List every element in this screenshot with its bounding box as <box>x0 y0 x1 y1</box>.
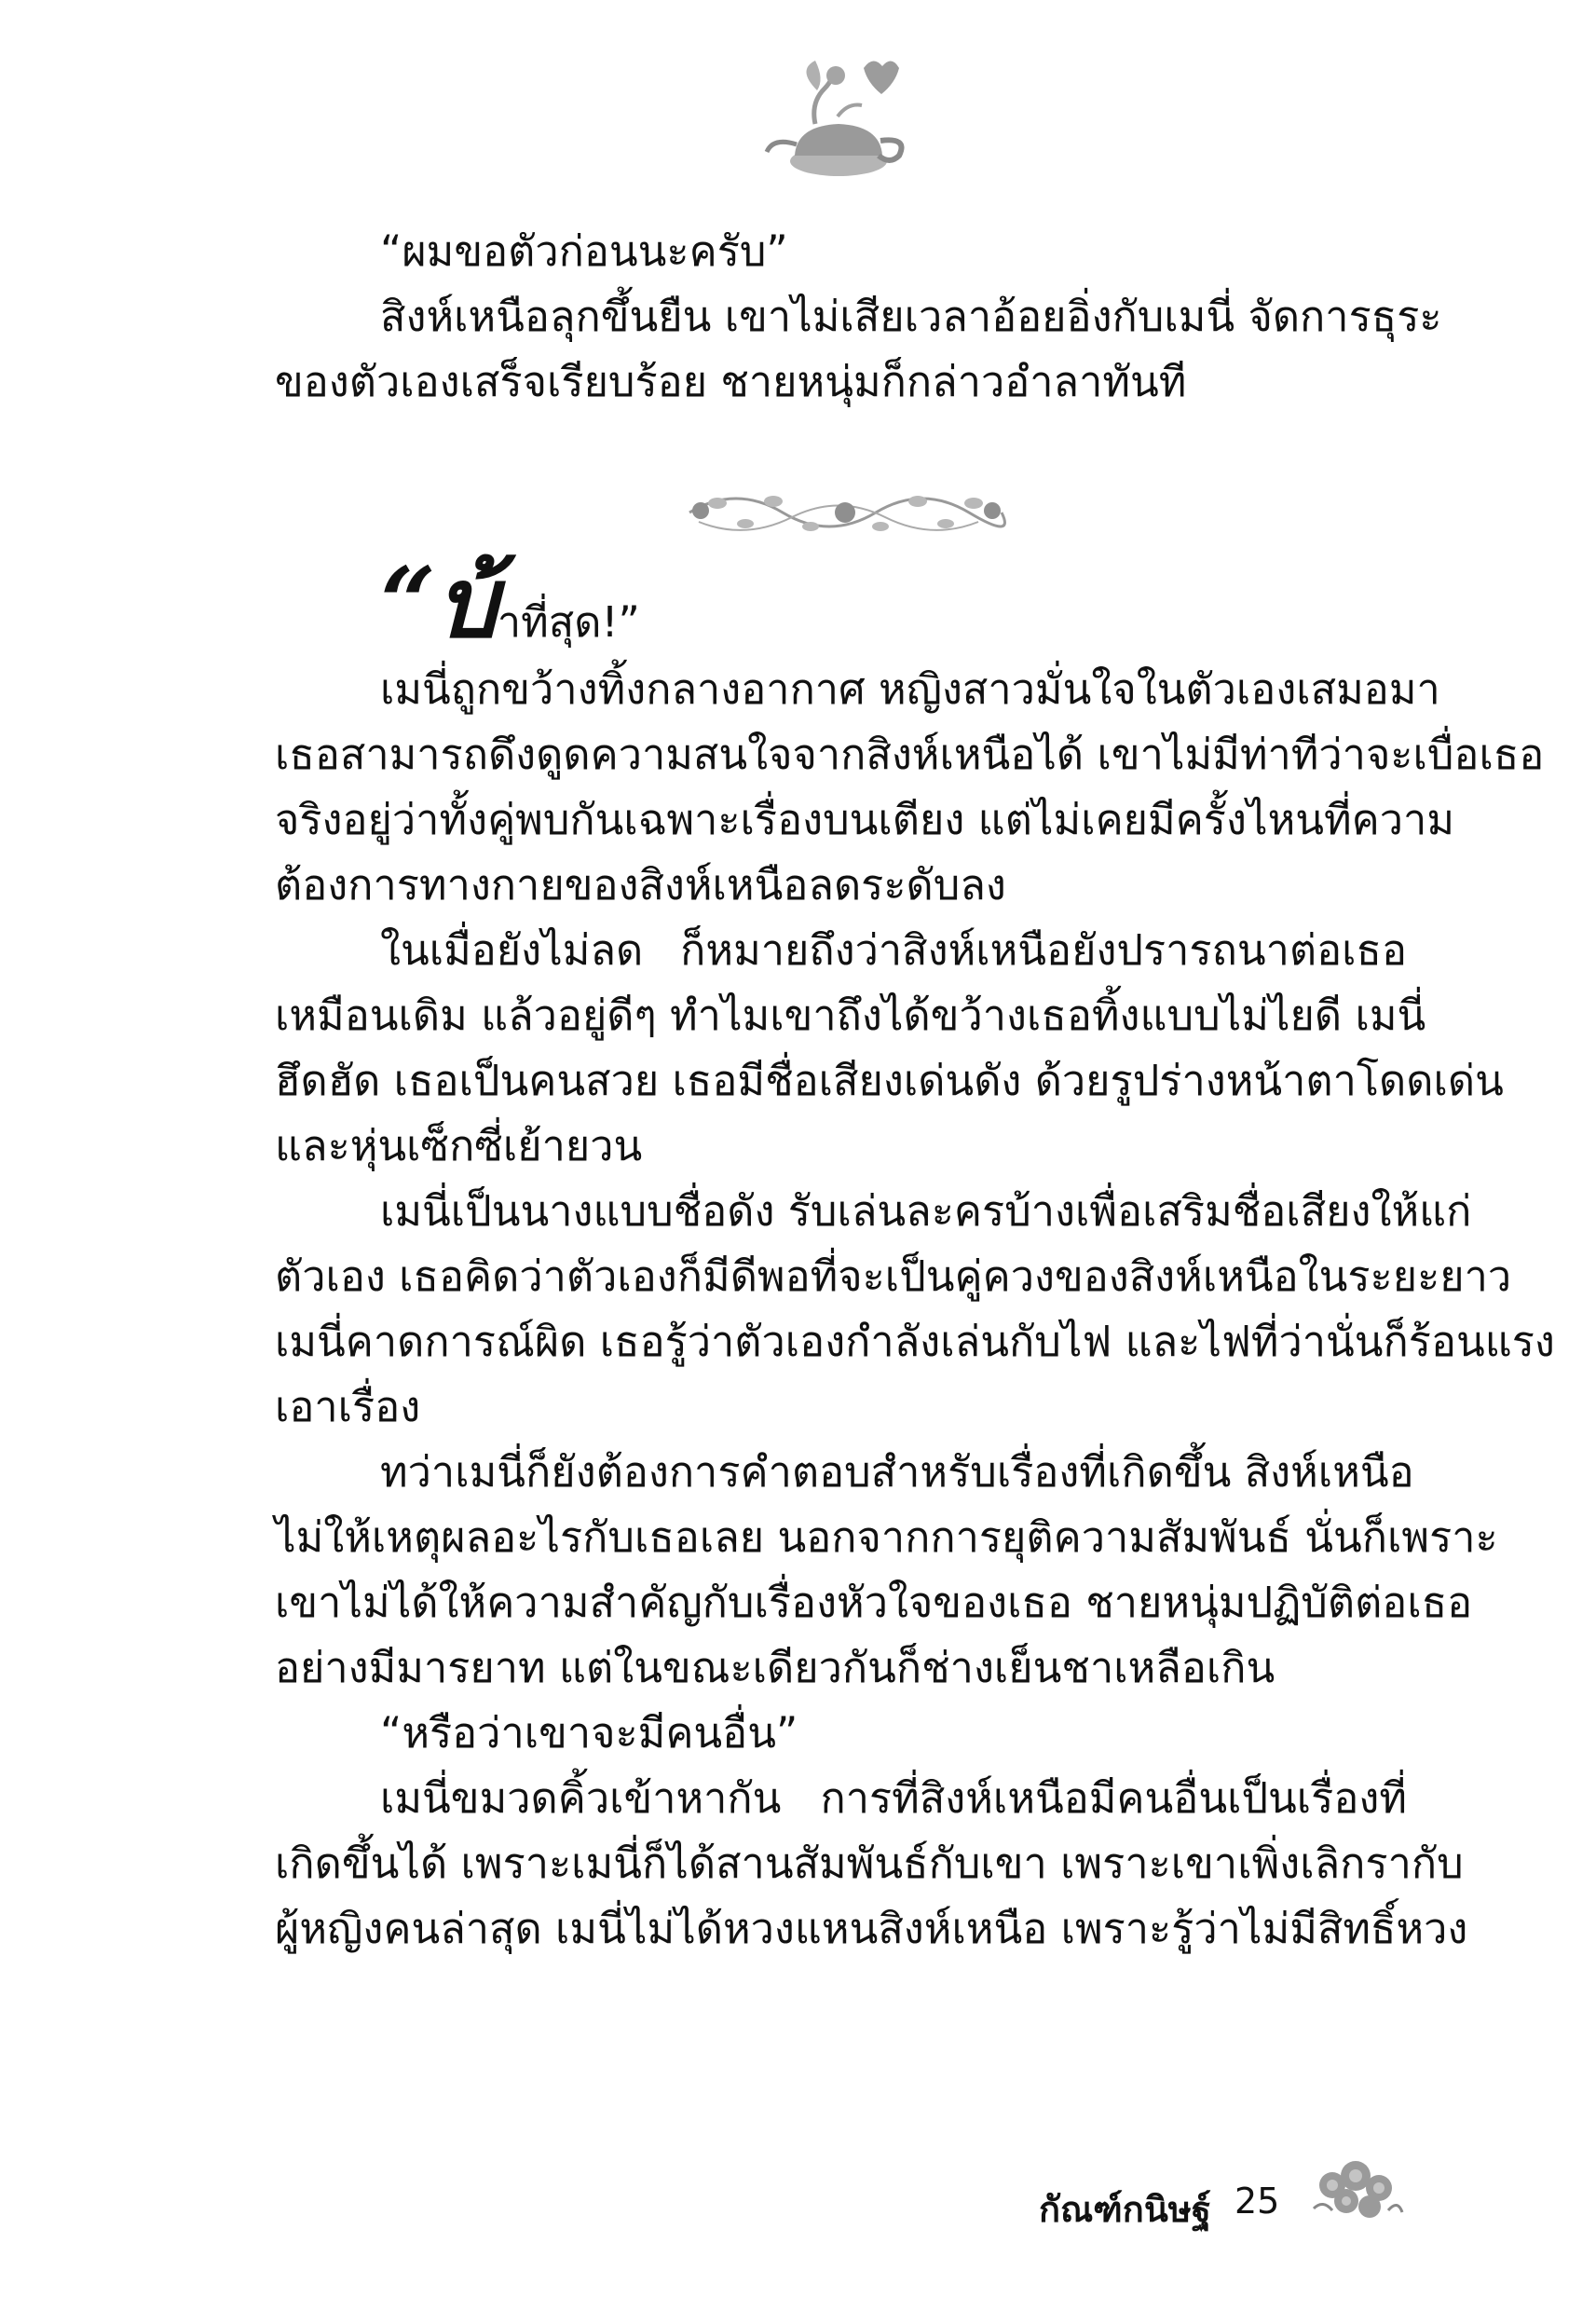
paragraph-line: ในเมื่อยังไม่ลด ก็หมายถึงว่าสิงห์เหนือยังปรารถนาต่อเธอ <box>380 925 1407 975</box>
paragraph-line: ต้องการทางกายของสิงห์เหนือลดระดับลง <box>275 860 1006 909</box>
paragraph-line: ฮึดฮัด เธอเป็นคนสวย เธอมีชื่อเสียงเด่นดัง ด้วยรูปร่างหน้าตาโดดเด่น <box>275 1056 1504 1105</box>
dropcap-rest: าที่สุด!” <box>497 597 640 647</box>
paragraph-line: ของตัวเองเสร็จเรียบร้อย ชายหนุ่มก็กล่าวอำลาทันที <box>275 357 1187 406</box>
dropcap: “บ้ <box>380 545 498 660</box>
book-title: กัณฑ์กนิษฐ์ <box>1039 2189 1211 2230</box>
cupid-teapot-icon <box>759 51 918 191</box>
paragraph-line: เอาเรื่อง <box>275 1382 421 1431</box>
page-number: 25 <box>1235 2181 1280 2222</box>
paragraph-line: เมนี่ถูกขว้างทิ้งกลางอากาศ หญิงสาวมั่นใจในตัวเองเสมอมา <box>380 664 1440 714</box>
paragraph-line: เธอสามารถดึงดูดความสนใจจากสิงห์เหนือได้ เขาไม่มีท่าทีว่าจะเบื่อเธอ <box>275 730 1545 779</box>
paragraph-line: เมนี่ขมวดคิ้วเข้าหากัน การที่สิงห์เหนือมีคนอื่นเป็นเรื่องที่ <box>380 1773 1407 1823</box>
chapter-opening <box>380 545 640 660</box>
paragraph-line: ทว่าเมนี่ก็ยังต้องการคำตอบสำหรับเรื่องที่เกิดขึ้น สิงห์เหนือ <box>380 1447 1414 1497</box>
paragraph-line: ไม่ให้เหตุผลอะไรกับเธอเลย นอกจากการยุติความสัมพันธ์ นั่นก็เพราะ <box>275 1512 1498 1562</box>
paragraph-line: ตัวเอง เธอคิดว่าตัวเองก็มีดีพอที่จะเป็นคู่ควงของสิงห์เหนือในระยะยาว <box>275 1251 1512 1301</box>
paragraph-line: เมนี่เป็นนางแบบชื่อดัง รับเล่นละครบ้างเพื่อเสริมชื่อเสียงให้แก่ <box>380 1186 1472 1236</box>
paragraph-line: ผู้หญิงคนล่าสุด เมนี่ไม่ได้หวงแหนสิงห์เหนือ เพราะรู้ว่าไม่มีสิทธิ์หวง <box>275 1904 1468 1953</box>
floral-divider-icon <box>680 475 1011 550</box>
paragraph-line: เมนี่คาดการณ์ผิด เธอรู้ว่าตัวเองกำลังเล่นกับไฟ และไฟที่ว่านั่นก็ร้อนแรง <box>275 1317 1555 1366</box>
flower-bouquet-icon <box>1304 2153 1407 2227</box>
dialogue-line: “หรือว่าเขาจะมีคนอื่น” <box>380 1708 798 1757</box>
dialogue-line: “ผมขอตัวก่อนนะครับ” <box>380 226 788 276</box>
paragraph-line: และหุ่นเซ็กซี่เย้ายวน <box>275 1121 643 1170</box>
paragraph-line: จริงอยู่ว่าทั้งคู่พบกันเฉพาะเรื่องบนเตียง แต่ไม่เคยมีครั้งไหนที่ความ <box>275 795 1454 844</box>
paragraph-line: อย่างมีมารยาท แต่ในขณะเดียวกันก็ช่างเย็นชาเหลือเกิน <box>275 1643 1275 1692</box>
paragraph-line: เหมือนเดิม แล้วอยู่ดีๆ ทำไมเขาถึงได้ขว้างเธอทิ้งแบบไม่ไยดี เมนี่ <box>275 991 1426 1040</box>
paragraph-line: สิงห์เหนือลุกขึ้นยืน เขาไม่เสียเวลาอ้อยอิ่งกับเมนี่ จัดการธุระ <box>380 292 1442 341</box>
paragraph-line: เขาไม่ได้ให้ความสำคัญกับเรื่องหัวใจของเธอ ชายหนุ่มปฏิบัติต่อเธอ <box>275 1578 1473 1627</box>
paragraph-line: เกิดขึ้นได้ เพราะเมนี่ก็ได้สานสัมพันธ์กับเขา เพราะเขาเพิ่งเลิกรากับ <box>275 1839 1464 1888</box>
